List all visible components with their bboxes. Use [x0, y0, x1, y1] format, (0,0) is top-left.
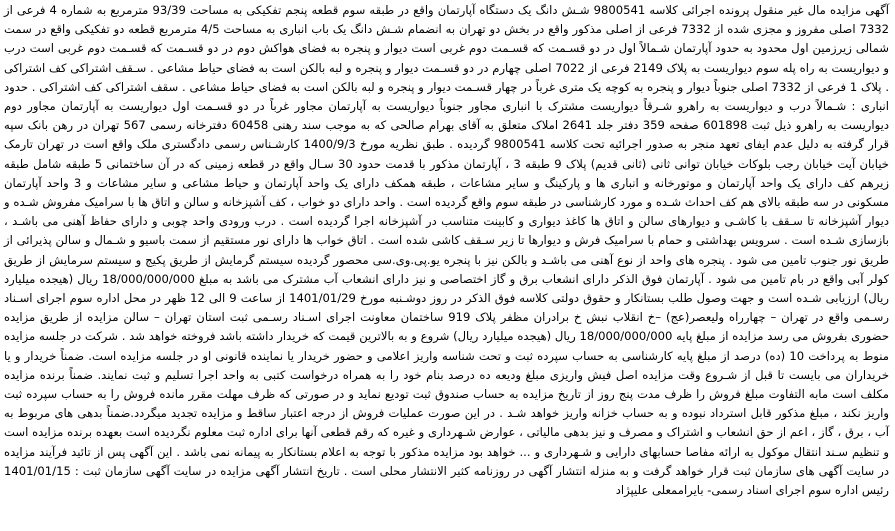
auction-notice-text: آگهی مزایده مال غیر منقول پرونده اجرائی کلاسه 9800541 شـش دانگ یک دستگاه آپارتمان واقع در طبقه سوم قطعه پنجم تفکیکی به مساحت 93/39 مترمربع به شماره 4 فرعی از 7332 اصلی مفروز و مجزی شده از 7332 فرعی از اصلی مذکور واقع در بخش دو تهران به انضمام شـش دانگ یک باب انباری به مساحت 4/5 مترمربع قطعه دو تفکیکی واقع در سمت شمالی زیرزمین اول محدود به حدود آپارتمان شـمالاً اول در دو قسـمت که قسـمت دوم غربی است دیوار و پنجره به فضای هواکش دوم در دو قسـمت که قسـمت دوم غربی است درب و دیواریست به راه پله سوم دیواریست به پلاک 2149 فرعی از 7022 اصلی چهارم در دو قسـمت دیوار و پنجره و لبه بالکن است به فضای حیاط مشاعی . سـقف اشتراکی کف اشتراکی . پلاک 1 فرعی از 7332 اصلی جنوباً دیوار و پنجره به کوچه یک متری غرباً در چهار قسـمت دیوار و پنجره و لبه بالکن است به فضای حیاط مشاعی . سقف اشتراکی کف اشتراکی . حدود انباری : شـمالاً درب و دیواریست به راهرو شـرقاً دیواریست مشترک با انباری مجاور جنوباً دیواریست به آپارتمان مجاور غرباً در دو قسـمت اول دیواریست به آپارتمان مجاور دوم دیواریست به راهرو ذیل ثبت 601898 صفحه 359 دفتر جلد 2641 املاک متعلق به آقای بهرام صالحی که به موجب سند رهنی 60458 دفترخانه رسمی 567 تهران در رهن بانک سپه قرار گرفته به دلیل عدم ایفای تعهد منجر به صدور اجرائیه تحت کلاسه 9800541 گردیده . طبق نظریه مورخ 1400/9/3 کارشـناس رسمی دادگستری ملک واقع است در تهران تارمک خیابان آیت خیابان رجب بلوکات خیابان توانی ثانی (ثانی قدیم) پلاک 9 طبقه 3 ، آپارتمان مذکور با قدمت حدود 30 سـال واقع در قطعه زمینی که در آن ساختمانی 5 طبقه شامل طبقه زیرهم کف دارای یک واحد آپارتمان و موتورخانه و انباری ها و پارکینگ و سایر مشاعات ، طبقه همکف دارای یک واحد آپارتمان و حیاط مشاعی و سایر مشاعات و 3 واحد آپارتمان مسکونی در سه طبقه بالای هم کف احداث شـده و مورد کارشناسی در طبقه سوم واقع گردیده است . واحد دارای دو خواب ، کف آشپزخانه و سالن و اتاق ها با سرامیک مفروش شـده و دیوار آشپزخانه تا سـقف با کاشـی و دیوارهای سالن و اتاق ها کاغذ دیواری و کابینت متناسب در آشپزخانه اجرا گردیده است . درب ورودی واحد چوبی و دارای حفاظ آهنی می باشـد ، بازسازی شـده است . سرویس بهداشتی و حمام با سرامیک فرش و دیوارها تا زیر سـقف کاشی شده است . اتاق خواب ها دارای نور مستقیم از سمت باسیو و شـمال و سالن پذیرائی از طریق نور جنوب تامین می شود . پنجره های واحد از نوع آهنی می باشـد و بالکن نیز با پنجره یو.پی.وی.سی محصور گردیده سیستم گرمایش از طریق پکیج و سیستم سرمایش از طریق کولر آبی واقع در بام تامین می شود . آپارتمان فوق الذکر دارای انشعاب برق و گاز اختصاصی و نیز دارای انشعاب آب مشترک می باشد به مبلغ 18/000/000/000 ریال (هیجده میلیارد ریال) ارزیابی شـده است و جهت وصول طلب بستانکار و حقوق دولتی کلاسه فوق الذکر در روز دوشـنبه مورخ 1401/01/29 از ساعت 9 الی 12 ظهر در محل اداره سوم اجرای اسـناد رسـمی واقع در تهران – چهارراه ولیعصر(عج) –خ انقلاب نبش خ برادران مظفر پلاک 919 ساختمان معاونت اجرای اسـناد رسـمی ثبت استان تهران – سالن مزایده از طریق مزایده حضوری بفروش می رسد مزایده از مبلغ پایه 18/000/000/000 ریال (هیجده میلیارد ریال) شروع و به بالاترین قیمت که خریدار داشته باشد فروخته خواهد شد . شرکت در جلسه مزایده منوط به پرداخت 10 (ده) درصد از مبلغ پایه کارشناسی به حساب سپرده ثبت و تحت شناسه واریز اعلامی و حضور خریدار یا نماینده قانونی او در جلسه مزایده است. ضمناً خریدار و یا خریداران می بایست تا قبل از شـروع وقت مزایده اصل فیش واریزی مبلغ ودیعه ده درصد بنام خود را به همراه درخواست کتبی به واحد اجرا تسلیم و ثبت نمایند. ضمناً برنده مزایده مکلف است مابه التفاوت مبلغ فروش را ظرف مدت پنج روز از تاریخ مزایده به حساب صندوق ثبت تودیع نماید و در صورتی که ظرف مهلت مقرر مانده فروش را به حساب سپرده ثبت واریز نکند ، مبلغ مذکور قابل استرداد نبوده و به حساب خزانه واریز خواهد شـد . در این صورت عملیات فروش از درجه اعتبار ساقط و مزایده تجدید میگردد.ضمناً بدهی های مربوط به آب ، برق ، گاز ، اعم از حق انشعاب و اشتراک و مصرف و نیز بدهی مالیاتی ، عوارض شـهرداری و غیره که رقم قطعی آنها برای اداره ثبت معلوم نگردیده است بعهده برنده مزایده است و تنظیم سـند انتقال موکول به ارائه مفاصا حسابهای دارایی و شـهرداری و ... خواهد بود مزایده مذکور با توجه به اعلام بستانکار به پیمانه نمی باشد . این آگهی پس از تائید فرآیند مزایده در سایت آگهی های سازمان ثبت قرار خواهد گرفت و به منزله انتشار آگهی در روزنامه کثیر الانتشار محلی است . تاریخ انتشار آگهی مزایده در سایت آگهی سازمان ثبت : 1401/01/15 رئیس اداره سوم اجرای اسناد رسمی- بایراممعلی علیپژاد	[4, 3, 890, 498]
